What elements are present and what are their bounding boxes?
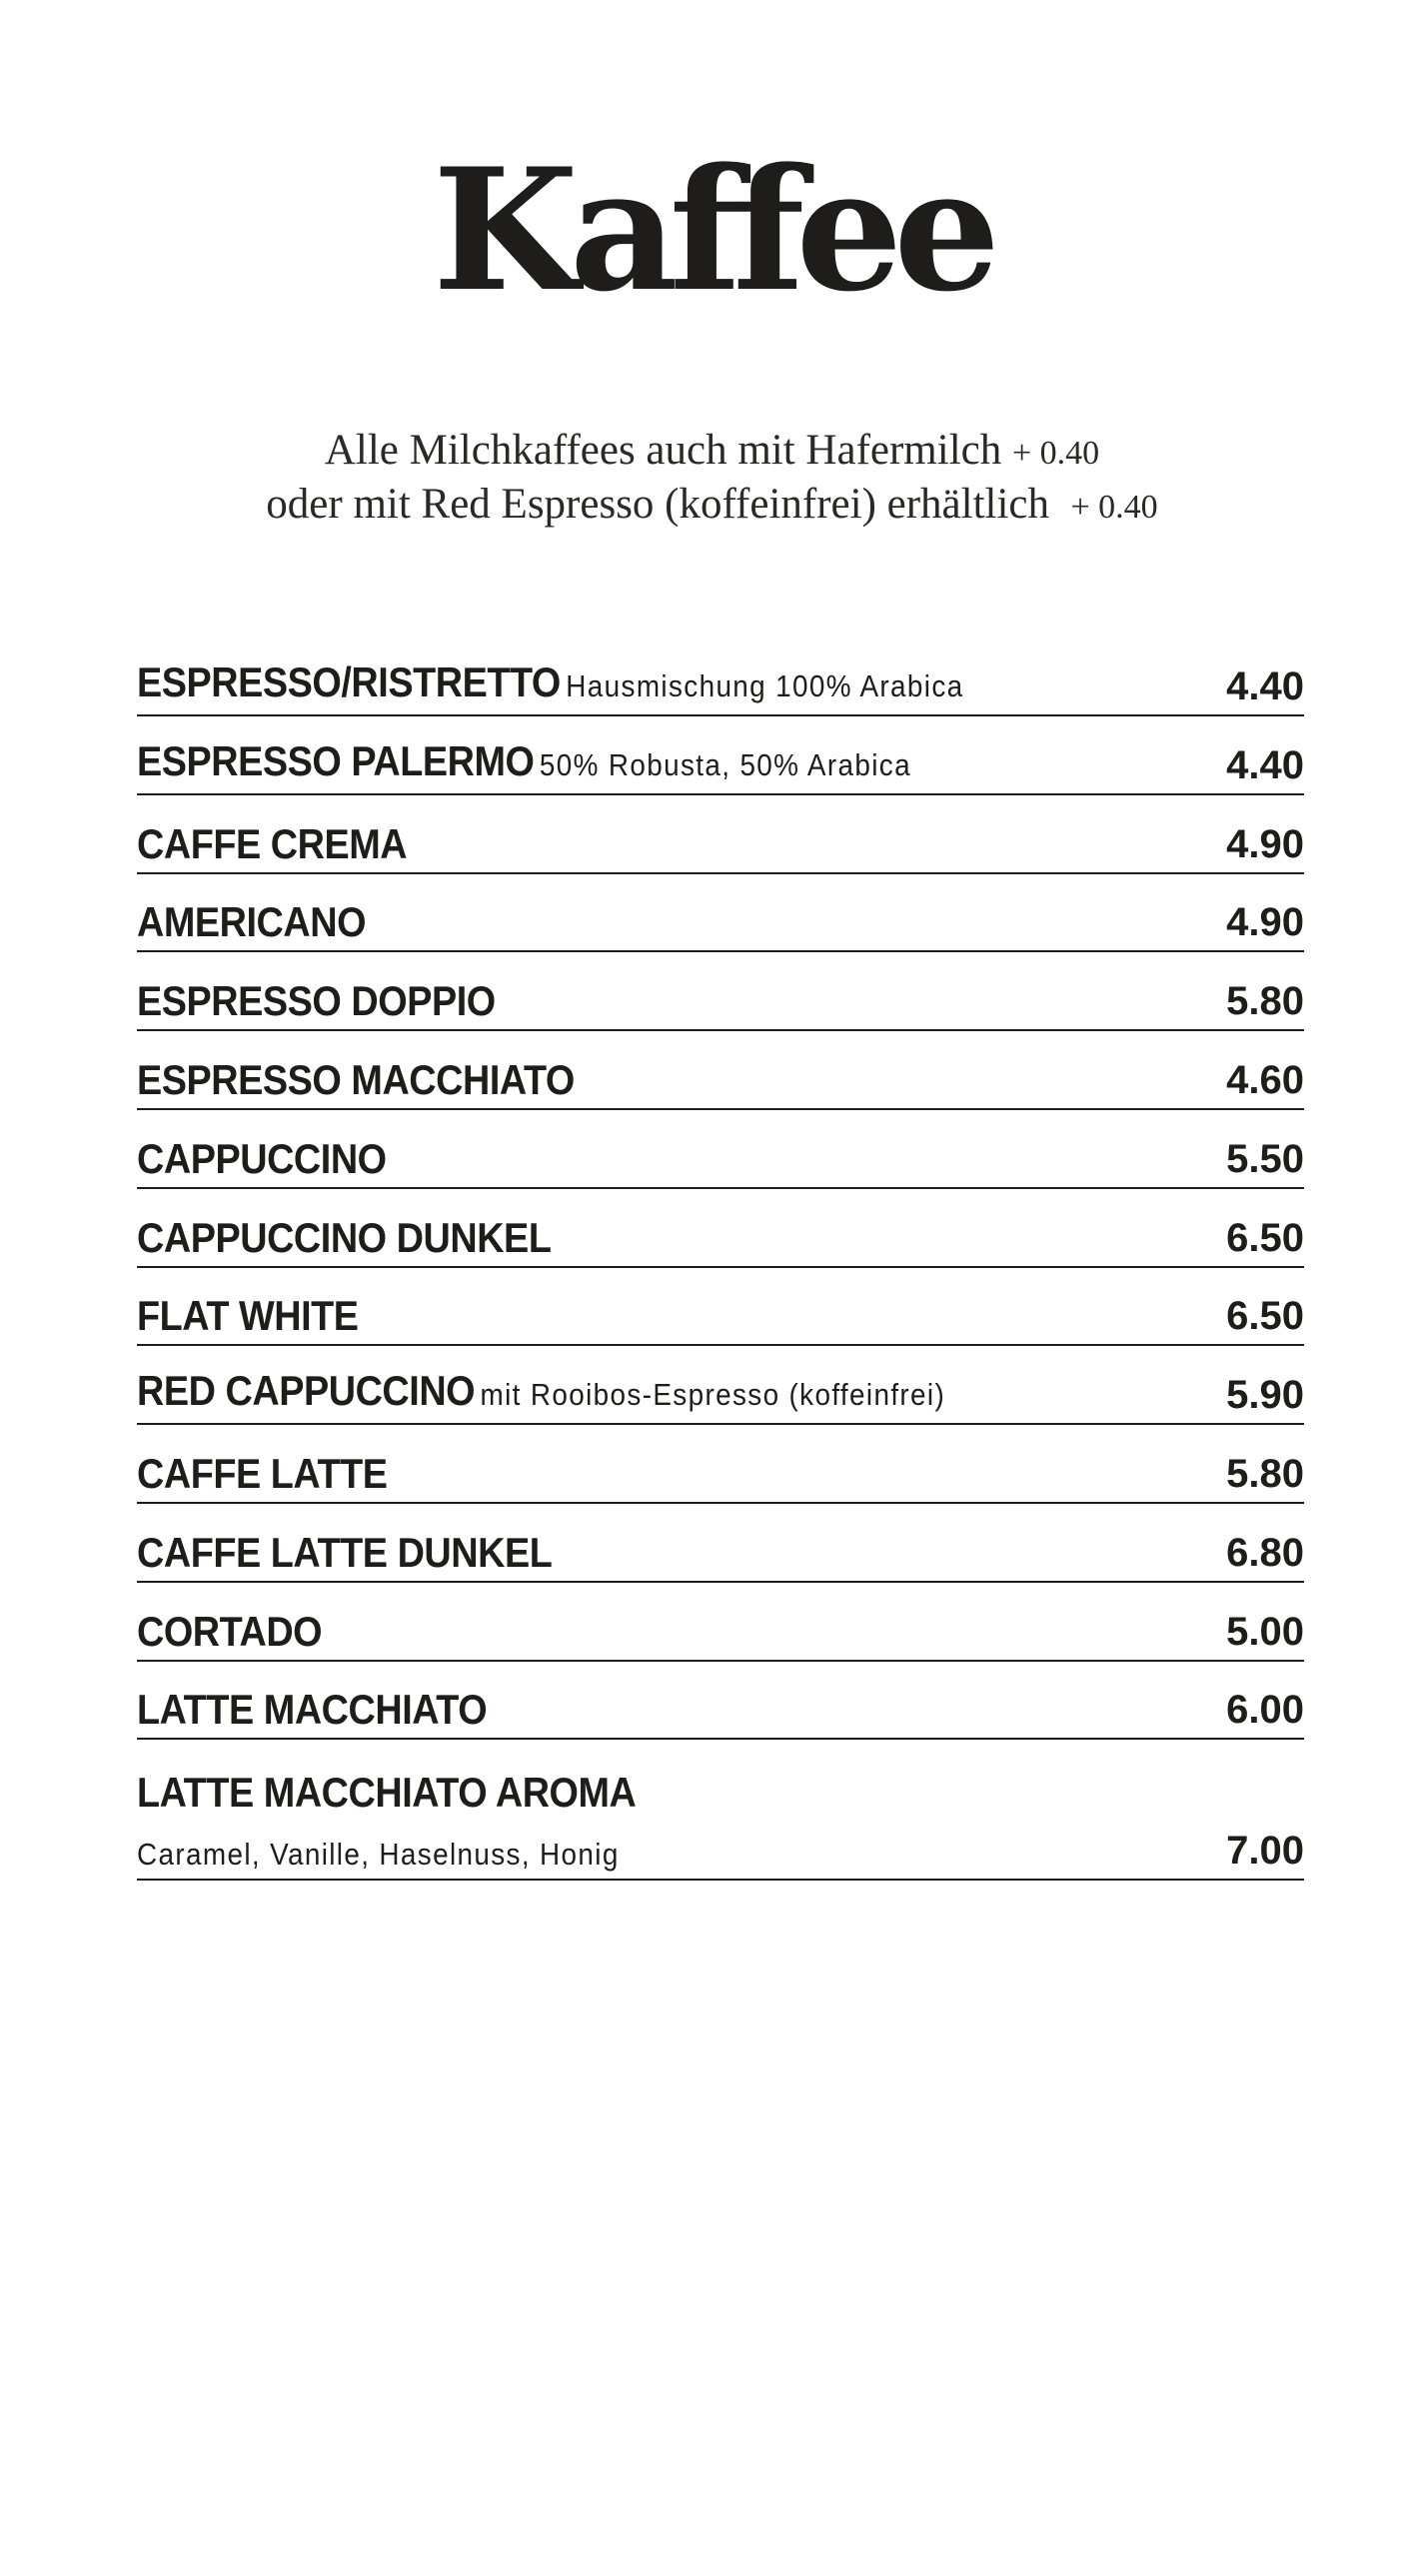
decaf-option-note xyxy=(0,479,1424,534)
menu-item xyxy=(137,1743,1304,1881)
item-price: 4.90 xyxy=(1226,821,1304,866)
menu-item xyxy=(137,1113,1304,1189)
item-name: CAPPUCCINO xyxy=(137,1134,387,1182)
item-name: FLAT WHITE xyxy=(137,1292,359,1340)
item-price: 6.50 xyxy=(1226,1294,1304,1339)
menu-item xyxy=(137,1664,1304,1740)
item-name: CORTADO xyxy=(137,1607,323,1655)
item-price: 6.50 xyxy=(1226,1215,1304,1260)
item-price: 5.80 xyxy=(1226,1451,1304,1496)
item-price: 4.90 xyxy=(1226,900,1304,945)
item-price: 6.00 xyxy=(1226,1688,1304,1733)
item-price: 5.50 xyxy=(1226,1136,1304,1181)
item-description: Hausmischung 100% Arabica xyxy=(566,668,964,703)
item-price: 5.90 xyxy=(1226,1373,1304,1418)
item-name: ESPRESSO MACCHIATO xyxy=(137,1055,575,1103)
menu-item xyxy=(137,1192,1304,1268)
item-price: 4.40 xyxy=(1226,742,1304,787)
item-price: 4.60 xyxy=(1226,1057,1304,1102)
item-name: CAFFE LATTE DUNKEL xyxy=(137,1528,553,1576)
item-name: ESPRESSO DOPPIO xyxy=(137,977,496,1025)
item-name xyxy=(137,737,911,789)
item-price: 6.80 xyxy=(1226,1530,1304,1575)
item-price: 5.00 xyxy=(1226,1609,1304,1654)
item-name: CAFFE LATTE xyxy=(137,1449,388,1497)
item-price: 5.80 xyxy=(1226,979,1304,1024)
item-name-text: ESPRESSO PALERMO xyxy=(137,736,535,784)
menu-list xyxy=(137,641,1304,1881)
item-price: 7.00 xyxy=(1226,1829,1304,1874)
item-name-text: ESPRESSO/RISTRETTO xyxy=(137,658,561,705)
item-name xyxy=(137,658,964,710)
item-name-text: RED CAPPUCCINO xyxy=(137,1367,476,1415)
item-name: LATTE MACCHIATO xyxy=(137,1686,488,1734)
milk-option-note xyxy=(0,425,1424,480)
menu-item xyxy=(137,641,1304,716)
note-line2-price: + 0.40 xyxy=(1070,489,1158,526)
menu-item xyxy=(137,719,1304,795)
menu-item xyxy=(137,1034,1304,1110)
item-name: CAFFE CREMA xyxy=(137,819,408,867)
menu-item xyxy=(137,1270,1304,1346)
note-line2-text: oder mit Red Espresso (koffeinfrei) erhältlich xyxy=(266,481,1049,528)
item-name: LATTE MACCHIATO AROMA xyxy=(137,1769,637,1817)
menu-item xyxy=(137,955,1304,1031)
item-name xyxy=(137,1367,945,1419)
item-name: AMERICANO xyxy=(137,898,367,946)
menu-item xyxy=(137,1586,1304,1662)
menu-item xyxy=(137,1428,1304,1504)
menu-item xyxy=(137,876,1304,952)
item-description: 50% Robusta, 50% Arabica xyxy=(539,746,911,782)
page-title: Kaffee xyxy=(432,131,992,329)
item-name: CAPPUCCINO DUNKEL xyxy=(137,1213,552,1261)
item-price: 4.40 xyxy=(1226,664,1304,708)
item-flavors: Caramel, Vanille, Haselnuss, Honig xyxy=(137,1837,620,1873)
menu-item xyxy=(137,798,1304,874)
item-description: mit Rooibos-Espresso (koffeinfrei) xyxy=(480,1377,946,1413)
menu-item xyxy=(137,1507,1304,1583)
note-line1-text: Alle Milchkaffees auch mit Hafermilch xyxy=(324,427,1002,474)
menu-item xyxy=(137,1349,1304,1425)
note-line1-price: + 0.40 xyxy=(1011,435,1100,472)
